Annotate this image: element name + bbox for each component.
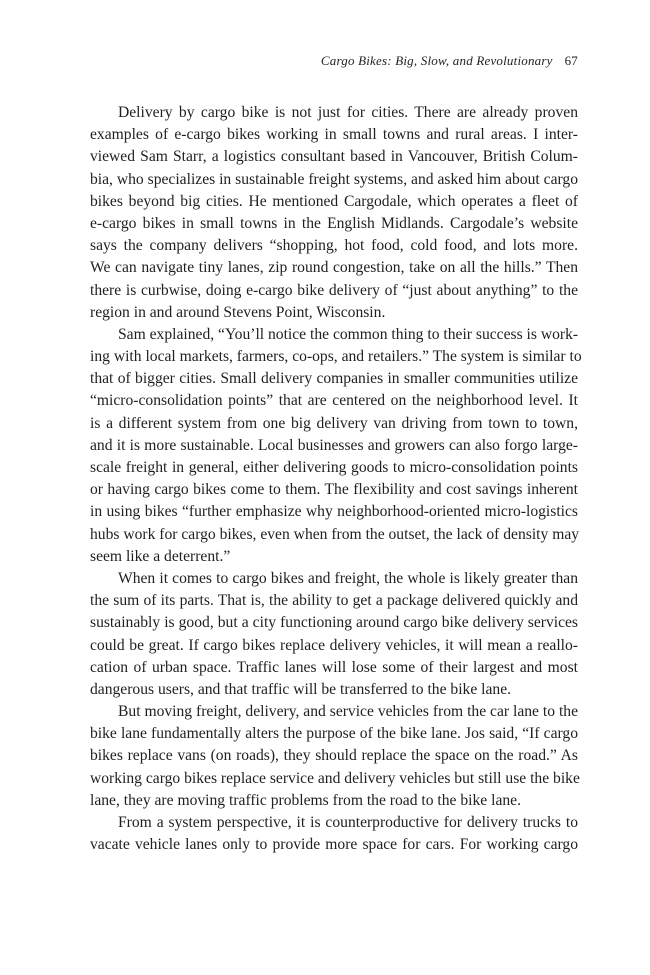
text-line: Sam explained, “You’ll notice the common thing to their success is work- [118,325,579,343]
text-line: sustainably is good, but a city functioning around cargo bike delivery services [90,614,578,632]
text-line: bikes beyond big cities. He mentioned Cargodale, which operates a fleet of [90,192,578,210]
text-line: seem like a deterrent.” [90,547,231,565]
text-line: bia, who specializes in sustainable freight systems, and asked him about cargo [90,170,578,188]
running-head-title: Cargo Bikes: Big, Slow, and Revolutionary [320,53,553,68]
text-line: “micro-consolidation points” that are centered on the neighborhood level. It [90,392,578,410]
page-number: 67 [564,53,578,68]
text-line: viewed Sam Starr, a logistics consultant based in Vancouver, British Colum- [90,148,578,166]
text-line: says the company delivers “shopping, hot food, cold food, and lots more. [90,237,578,255]
text-line: dangerous users, and that traffic will be transferred to the bike lane. [90,680,512,698]
text-line: the sum of its parts. That is, the ability to get a package delivered quickly and [90,592,578,610]
text-line: We can navigate tiny lanes, zip round congestion, take on all the hills.” Then [90,259,578,277]
text-line: that of bigger cities. Small delivery companies in smaller communities utilize [90,370,578,388]
text-line: region in and around Stevens Point, Wisconsin. [90,303,386,321]
running-head [321,53,578,69]
text-line: could be great. If cargo bikes replace delivery vehicles, it will mean a reallo- [90,636,578,654]
text-line: there is curbwise, doing e-cargo bike delivery of “just about anything” to the [90,281,578,299]
text-line: When it comes to cargo bikes and freight, the whole is likely greater than [118,569,578,587]
text-line: From a system perspective, it is counterproductive for delivery trucks to [118,814,578,831]
text-line: working cargo bikes replace service and delivery vehicles but still use the bike [90,769,580,787]
text-line: in using bikes “further emphasize why neighborhood-oriented micro-logistics [90,503,578,521]
text-line: or having cargo bikes come to them. The flexibility and cost savings inherent [90,481,578,499]
text-line: hubs work for cargo bikes, even when from the outset, the lack of density may [90,525,580,543]
text-line: bike lane fundamentally alters the purpose of the bike lane. Jos said, “If cargo [90,725,578,743]
text-line: and it is more sustainable. Local businesses and growers can also forgo large- [90,436,578,454]
text-line: Delivery by cargo bike is not just for cities. There are already proven [118,104,578,121]
text-line: scale freight in general, either delivering goods to micro-consolidation points [90,459,578,476]
body-text [90,102,582,856]
text-line: ing with local markets, farmers, co-ops, and retailers.” The system is similar to [90,348,582,366]
text-line: lane, they are moving traffic problems from the road to the bike lane. [90,791,521,809]
text-line: But moving freight, delivery, and service vehicles from the car lane to the [118,703,578,721]
text-line: bikes replace vans (on roads), they should replace the space on the road.” As [90,747,578,765]
text-line: is a different system from one big delivery van driving from town to town, [90,414,578,432]
text-line: cation of urban space. Traffic lanes will lose some of their largest and most [90,658,578,676]
text-line: examples of e-cargo bikes working in small towns and rural areas. I inter- [90,126,578,144]
text-line: e-cargo bikes in small towns in the English Midlands. Cargodale’s website [90,214,578,232]
text-line: vacate vehicle lanes only to provide more space for cars. For working cargo [90,836,578,854]
